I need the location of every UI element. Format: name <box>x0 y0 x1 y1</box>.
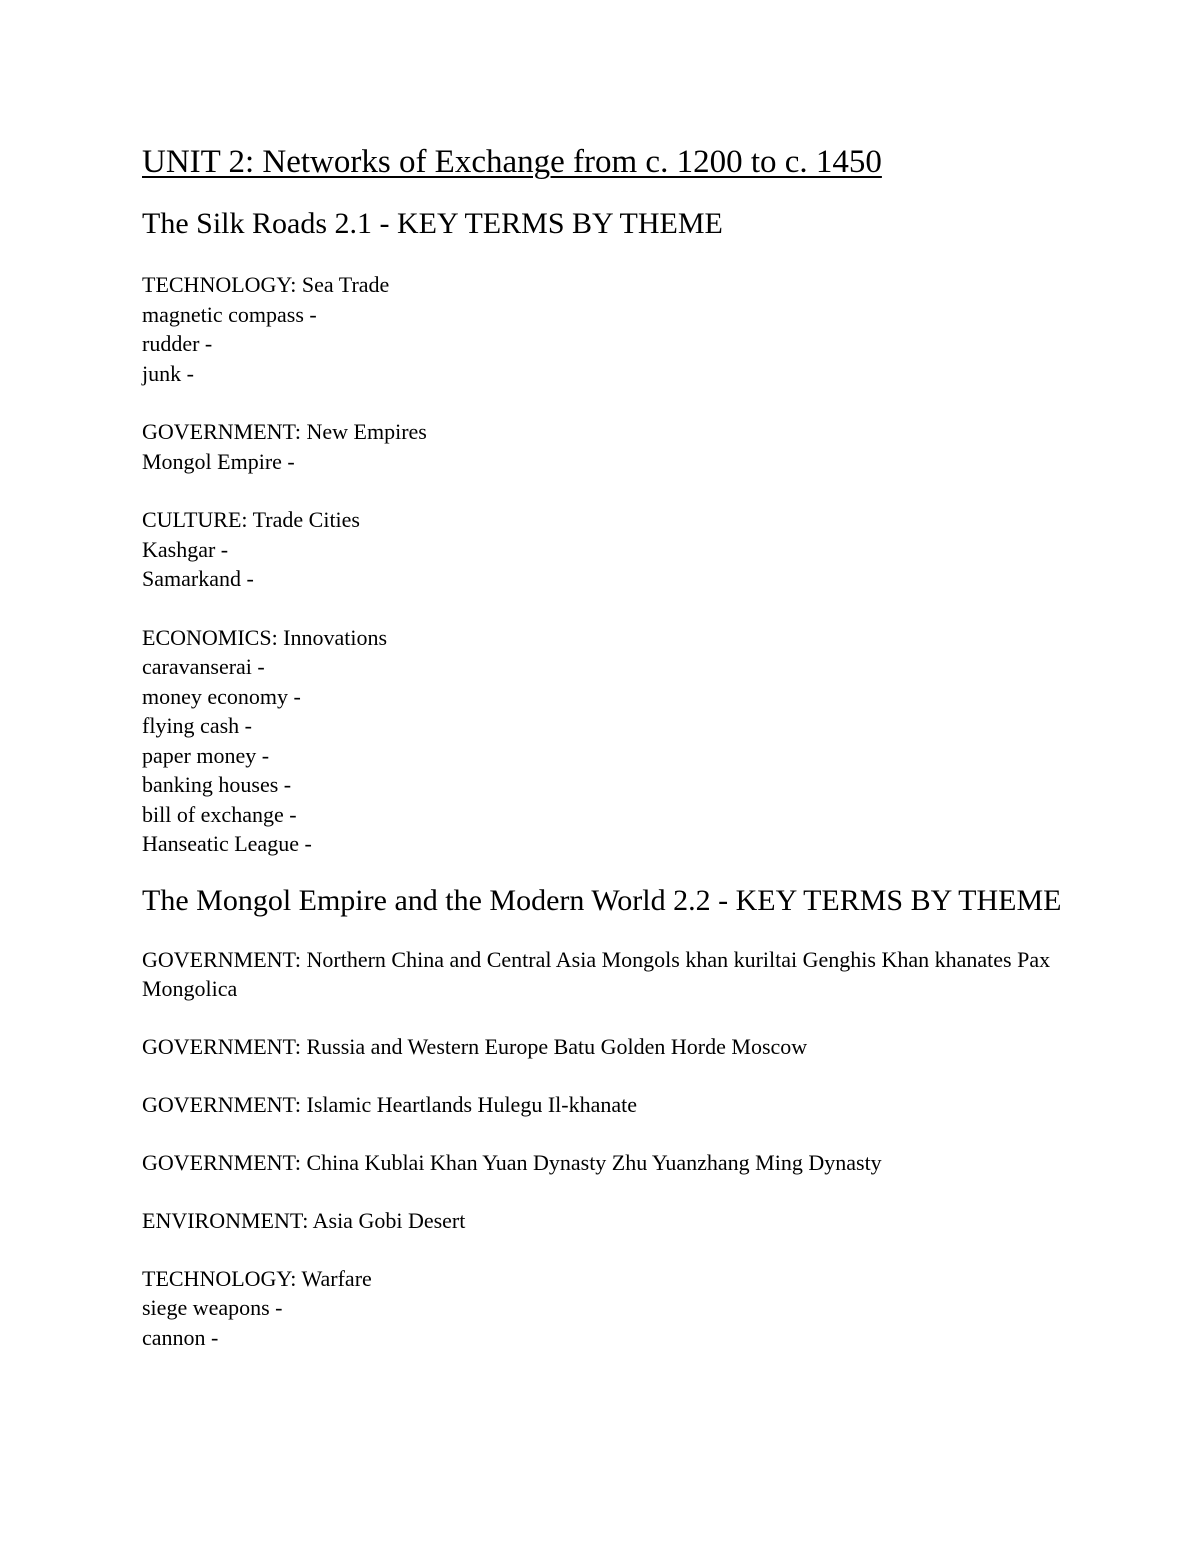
term-item: caravanserai - <box>142 654 265 679</box>
theme-paragraph: ENVIRONMENT: Asia Gobi Desert <box>142 1207 466 1233</box>
document-page <box>142 142 1072 1352</box>
term-item: flying cash - <box>142 713 252 738</box>
term-item: Hanseatic League - <box>142 831 312 856</box>
term-item: bill of exchange - <box>142 801 297 827</box>
lesson-title-silk-roads: The Silk Roads 2.1 - KEY TERMS BY THEME <box>142 207 723 240</box>
term-item: siege weapons - <box>142 1295 283 1320</box>
theme-technology-sea-trade <box>142 270 1072 388</box>
theme-heading: CULTURE: Trade Cities <box>142 507 360 532</box>
theme-economics-innovations <box>142 623 1072 859</box>
theme-heading: GOVERNMENT: New Empires <box>142 419 427 444</box>
theme-culture-trade-cities <box>142 505 1072 594</box>
term-item: money economy - <box>142 683 301 709</box>
term-item: rudder - <box>142 331 213 356</box>
theme-paragraph: GOVERNMENT: Islamic Heartlands Hulegu Il-khanate <box>142 1091 637 1117</box>
theme-heading: TECHNOLOGY: Warfare <box>142 1265 372 1291</box>
term-item: junk - <box>142 360 194 386</box>
term-item: Mongol Empire - <box>142 448 295 474</box>
term-item: Samarkand - <box>142 566 254 591</box>
theme-paragraph: GOVERNMENT: China Kublai Khan Yuan Dynasty Zhu Yuanzhang Ming Dynasty <box>142 1149 882 1175</box>
term-item: magnetic compass - <box>142 301 317 327</box>
term-item: cannon - <box>142 1324 219 1350</box>
term-item: paper money - <box>142 742 270 768</box>
theme-heading: TECHNOLOGY: Sea Trade <box>142 272 390 297</box>
theme-heading: ECONOMICS: Innovations <box>142 624 388 650</box>
lesson-title-mongol-empire: The Mongol Empire and the Modern World 2.2 - KEY TERMS BY THEME <box>142 883 1062 917</box>
theme-paragraph: GOVERNMENT: Russia and Western Europe Batu Golden Horde Moscow <box>142 1033 808 1059</box>
term-item: banking houses - <box>142 772 292 797</box>
unit-title: UNIT 2: Networks of Exchange from c. 1200 to c. 1450 <box>142 144 882 180</box>
theme-paragraph: GOVERNMENT: Northern China and Central Asia Mongols khan kuriltai Genghis Khan khanates Pax Mongolica <box>142 946 1051 1001</box>
theme-government-new-empires <box>142 417 1072 476</box>
theme-technology-warfare <box>142 1264 1072 1353</box>
term-item: Kashgar - <box>142 536 229 562</box>
